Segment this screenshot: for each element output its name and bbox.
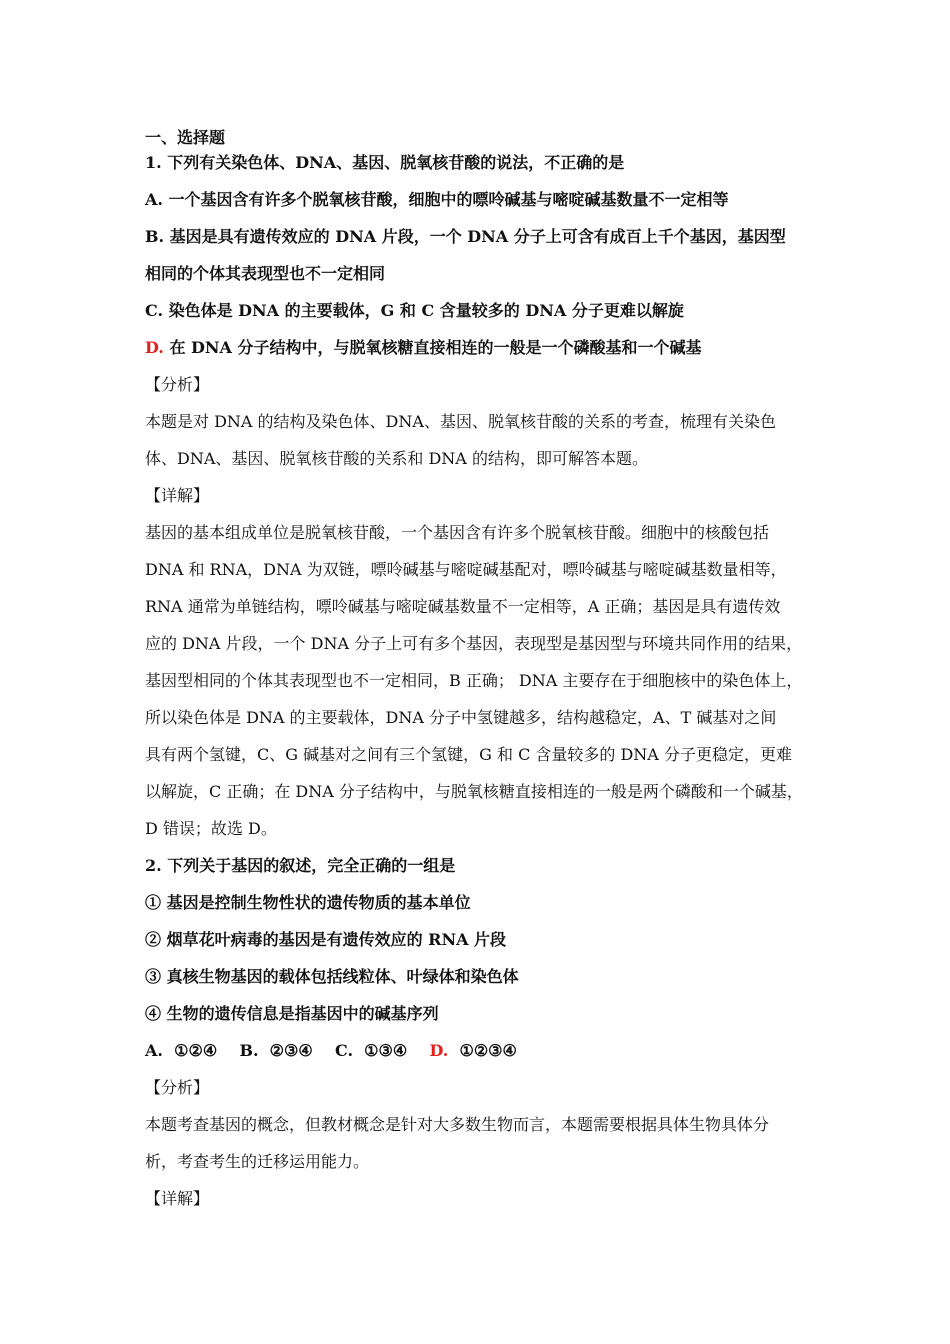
q2-analysis-line: 本题考查基因的概念，但教材概念是针对大多数生物而言，本题需要根据具体生物具体分 — [145, 1115, 770, 1134]
q2-answer-letter: D. — [429, 1041, 449, 1060]
q1-option-a: A. 一个基因含有许多个脱氧核苷酸，细胞中的嘌呤碱基与嘧啶碱基数量不一定相等 — [145, 190, 729, 209]
q1-option-b-line2: 相同的个体其表现型也不一定相同 — [145, 264, 386, 283]
q1-option-d — [145, 338, 702, 358]
q1-option-d-text: 在 DNA 分子结构中，与脱氧核糖直接相连的一般是一个磷酸基和一个碱基 — [163, 338, 702, 357]
q1-detail-line: RNA 通常为单链结构，嘌呤碱基与嘧啶碱基数量不一定相等，A 正确；基因是具有遗传效 — [145, 597, 781, 616]
q2-option-d-text: ①②③④ — [448, 1041, 517, 1060]
q1-analysis-line: 体、DNA、基因、脱氧核苷酸的关系和 DNA 的结构，即可解答本题。 — [145, 449, 648, 468]
q1-option-b-line1: B. 基因是具有遗传效应的 DNA 片段，一个 DNA 分子上可含有成百上千个基因，基因型 — [145, 227, 786, 246]
q2-options — [145, 1041, 517, 1061]
q1-detail-line: 具有两个氢键，C、G 碱基对之间有三个氢键，G 和 C 含量较多的 DNA 分子更稳定，更难 — [145, 745, 792, 764]
q1-option-c: C. 染色体是 DNA 的主要载体，G 和 C 含量较多的 DNA 分子更难以解旋 — [145, 301, 684, 320]
section-heading: 一、选择题 — [145, 128, 226, 147]
q1-detail-line: 基因的基本组成单位是脱氧核苷酸，一个基因含有许多个脱氧核苷酸。细胞中的核酸包括 — [145, 523, 770, 542]
q1-detail-line: 所以染色体是 DNA 的主要载体，DNA 分子中氢键越多，结构越稳定，A、T 碱基对之间 — [145, 708, 777, 727]
q1-detail-line: 以解旋，C 正确；在 DNA 分子结构中，与脱氧核糖直接相连的一般是两个磷酸和一个碱基， — [145, 782, 803, 801]
q2-item: ① 基因是控制生物性状的遗传物质的基本单位 — [145, 893, 471, 912]
q1-answer-letter: D. — [145, 338, 164, 357]
q1-detail-line: 基因型相同的个体其表现型也不一定相同，B 正确； DNA 主要存在于细胞核中的染色体上， — [145, 671, 803, 690]
q1-detail-line: DNA 和 RNA，DNA 为双链，嘌呤碱基与嘧啶碱基配对，嘌呤碱基与嘧啶碱基数量相等， — [145, 560, 787, 579]
q1-stem: 1. 下列有关染色体、DNA、基因、脱氧核苷酸的说法，不正确的是 — [145, 153, 625, 172]
q2-detail-label: 【详解】 — [145, 1189, 210, 1208]
q1-analysis-line: 本题是对 DNA 的结构及染色体、DNA、基因、脱氧核苷酸的关系的考查，梳理有关染色 — [145, 412, 776, 431]
q2-options-abc: A. ①②④ B. ②③④ C. ①③④ — [145, 1041, 430, 1060]
q1-detail-line: 应的 DNA 片段，一个 DNA 分子上可有多个基因，表现型是基因型与环境共同作用的结果， — [145, 634, 803, 653]
q2-analysis-line: 析，考查考生的迁移运用能力。 — [145, 1152, 370, 1171]
q2-item: ④ 生物的遗传信息是指基因中的碱基序列 — [145, 1004, 439, 1023]
q2-analysis-label: 【分析】 — [145, 1078, 210, 1097]
q1-detail-label: 【详解】 — [145, 486, 210, 505]
q1-analysis-label: 【分析】 — [145, 375, 210, 394]
q2-item: ② 烟草花叶病毒的基因是有遗传效应的 RNA 片段 — [145, 930, 507, 949]
q1-detail-line: D 错误；故选 D。 — [145, 819, 277, 838]
q2-stem: 2. 下列关于基因的叙述，完全正确的一组是 — [145, 856, 456, 875]
q2-item: ③ 真核生物基因的载体包括线粒体、叶绿体和染色体 — [145, 967, 519, 986]
